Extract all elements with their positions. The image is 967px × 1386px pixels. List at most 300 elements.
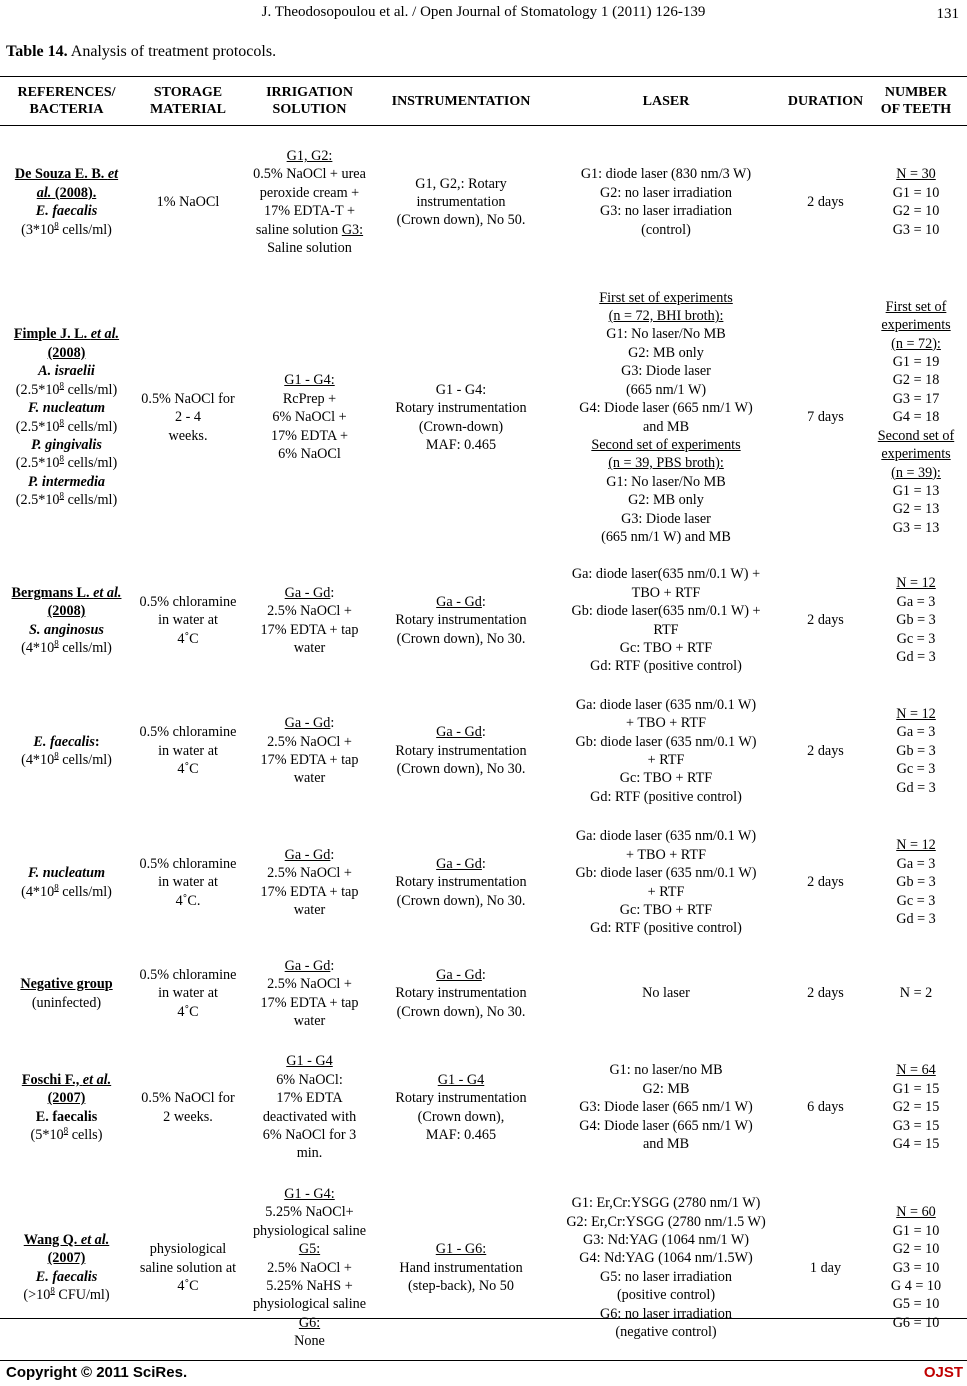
cell-line: [135, 723, 241, 741]
text-segment: Gd: RTF (positive control): [590, 788, 742, 805]
cell-line: [378, 984, 544, 1002]
cell-line: [548, 1080, 784, 1098]
text-segment: + RTF: [647, 752, 685, 768]
cell-irrigation-solution: [243, 818, 376, 948]
cell-line: [867, 353, 965, 371]
cell-line: [135, 630, 241, 648]
cell-line: [245, 202, 374, 220]
text-segment: (2008): [47, 603, 86, 620]
cell-line: [245, 1332, 374, 1350]
cell-references-bacteria: [0, 279, 133, 557]
text-segment: N = 2: [899, 985, 933, 1002]
cell-line: [867, 910, 965, 928]
text-segment: 2 days: [807, 612, 844, 629]
text-segment: G1: Er,Cr:YSGG (2780 nm/1 W): [571, 1195, 761, 1212]
text-segment: E. faecalis: [33, 733, 95, 750]
text-segment: Gc = 3: [896, 630, 936, 647]
cell-line: [867, 1135, 965, 1153]
text-segment: :: [481, 855, 486, 872]
text-segment: :: [481, 966, 486, 983]
cell-line: [867, 1314, 965, 1332]
text-segment: S. anginosus: [29, 621, 104, 638]
text-segment: + TBO + RTF: [626, 846, 706, 863]
cell-line: [245, 584, 374, 602]
cell-line: [245, 639, 374, 657]
cell-line: [788, 1259, 863, 1277]
cell-laser: [546, 948, 786, 1040]
cell-line: [378, 418, 544, 436]
text-segment: Gd: RTF (positive control): [590, 920, 742, 937]
text-segment: Gc: TBO + RTF: [619, 770, 713, 787]
text-segment: cells/ml): [58, 883, 112, 900]
cell-line: [245, 957, 374, 975]
text-segment: 0.5% NaOCl for: [141, 390, 235, 407]
cell-line: [867, 630, 965, 648]
cell-line: [378, 1126, 544, 1144]
text-segment: G4: Nd:YAG (1064 nm/1.5W): [579, 1250, 753, 1267]
cell-line: [245, 1052, 374, 1070]
cell-laser: [546, 818, 786, 948]
cell-line: [378, 873, 544, 891]
column-header-line: STORAGE: [153, 85, 223, 100]
cell-laser: [546, 557, 786, 685]
text-segment: Rotary instrumentation: [395, 1090, 527, 1107]
text-segment: deactivated with: [262, 1108, 357, 1125]
text-segment: Gc = 3: [896, 892, 936, 909]
text-segment: (2008): [47, 344, 86, 361]
cell-line: [548, 221, 784, 239]
cell-line: [245, 846, 374, 864]
cell-line: [378, 630, 544, 648]
cell-line: [867, 1080, 965, 1098]
text-segment: CFU/ml): [54, 1287, 110, 1304]
cell-line: [867, 221, 965, 239]
text-segment: + RTF: [647, 883, 685, 900]
text-segment: Ga - Gd: [284, 957, 331, 974]
cell-line: [2, 883, 131, 901]
cell-line: [867, 316, 965, 334]
text-segment: Gb = 3: [896, 612, 936, 629]
text-segment: 2.5% NaOCl +: [267, 603, 352, 620]
cell-line: [548, 1213, 784, 1231]
text-segment: 5.25% NaHS +: [266, 1277, 353, 1294]
text-segment: E. faecalis: [35, 1108, 98, 1125]
text-segment: P. intermedia: [28, 473, 105, 490]
cell-line: [2, 1126, 131, 1144]
cell-line: [378, 1277, 544, 1295]
column-header-line: REFERENCES/: [17, 85, 116, 100]
text-segment: G 4 = 10: [890, 1277, 942, 1294]
cell-line: [378, 723, 544, 741]
table-row: [0, 1040, 967, 1176]
text-segment: No laser: [642, 985, 690, 1002]
cell-storage-material: [133, 1176, 243, 1361]
cell-line: [378, 1003, 544, 1021]
text-segment: 0.5% chloramine: [139, 855, 237, 872]
text-segment: (negative control): [615, 1323, 717, 1340]
cell-line: [867, 1295, 965, 1313]
cell-line: [548, 1305, 784, 1323]
text-segment: Gb = 3: [896, 742, 936, 759]
text-segment: 17% EDTA-T +: [264, 203, 355, 220]
text-segment: G1 = 10: [892, 1222, 940, 1239]
text-segment: N = 12: [896, 575, 936, 592]
text-segment: MAF: 0.465: [425, 436, 497, 453]
cell-line: [135, 1277, 241, 1295]
text-segment: Second set of: [877, 427, 955, 444]
cell-line: [2, 436, 131, 454]
text-segment: N = 64: [896, 1062, 936, 1079]
text-segment: 17% EDTA: [276, 1090, 343, 1107]
running-title: J. Theodosopoulou et al. / Open Journal of Stomatology 1 (2011) 126-139: [261, 4, 706, 20]
cell-duration: [786, 1040, 865, 1176]
column-header-instrumentation: [376, 77, 546, 126]
text-segment: TBO + RTF: [631, 584, 701, 601]
text-segment: 6% NaOCl:: [276, 1071, 343, 1088]
cell-line: [548, 602, 784, 620]
cell-line: [378, 1071, 544, 1089]
text-segment: (Crown down), No 30.: [396, 761, 526, 778]
text-segment: 2 days: [807, 985, 844, 1002]
cell-line: [548, 733, 784, 751]
text-segment: Foschi F.,: [21, 1071, 83, 1088]
cell-line: [548, 1194, 784, 1212]
text-segment: G4: Diode laser (665 nm/1 W): [579, 400, 753, 417]
cell-line: [2, 639, 131, 657]
text-segment: F. nucleatum: [27, 400, 105, 417]
text-segment: 0.5% chloramine: [139, 724, 237, 741]
superscript-exponent: 8: [54, 219, 59, 230]
text-segment: et: [107, 166, 119, 183]
cell-irrigation-solution: [243, 948, 376, 1040]
cell-line: [548, 827, 784, 845]
text-segment: cells/ml): [64, 492, 118, 509]
column-header-line: OF TEETH: [880, 102, 952, 117]
cell-line: [135, 873, 241, 891]
text-segment: G3: no laser irradiation: [600, 203, 732, 220]
cell-line: [378, 1108, 544, 1126]
cell-line: [2, 733, 131, 751]
copyright-notice: Copyright © 2011 SciRes.: [6, 1364, 188, 1381]
text-segment: :: [94, 733, 100, 750]
cell-line: [2, 1089, 131, 1107]
cell-line: [2, 202, 131, 220]
text-segment: peroxide cream +: [259, 184, 360, 201]
cell-line: [245, 864, 374, 882]
cell-line: [548, 1135, 784, 1153]
cell-line: [548, 864, 784, 882]
cell-instrumentation: [376, 948, 546, 1040]
cell-line: [548, 528, 784, 546]
text-segment: cells/ml): [64, 381, 118, 398]
text-segment: 0.5% NaOCl for: [141, 1090, 235, 1107]
cell-line: [548, 639, 784, 657]
cell-line: [2, 584, 131, 602]
text-segment: weeks.: [168, 427, 208, 444]
text-segment: 2 days: [807, 194, 844, 211]
text-segment: in water at: [158, 742, 218, 759]
text-segment: Ga - Gd: [284, 846, 331, 863]
cell-line: [245, 221, 374, 239]
cell-line: [135, 855, 241, 873]
cell-line: [867, 408, 965, 426]
text-segment: G2 = 10: [892, 1241, 940, 1258]
text-segment: saline solution: [255, 221, 342, 238]
table-row: [0, 279, 967, 557]
cell-line: [378, 1259, 544, 1277]
text-segment: G3 = 15: [892, 1117, 940, 1134]
cell-line: [2, 994, 131, 1012]
cell-line: [548, 657, 784, 675]
cell-line: [135, 193, 241, 211]
cell-line: [867, 1277, 965, 1295]
cell-laser: [546, 1040, 786, 1176]
cell-duration: [786, 685, 865, 818]
text-segment: experiments: [881, 317, 951, 334]
cell-line: [135, 390, 241, 408]
text-segment: 4˚C: [177, 761, 199, 778]
superscript-exponent: 8: [54, 638, 59, 649]
cell-line: [867, 855, 965, 873]
cell-number-of-teeth: [865, 1040, 967, 1176]
text-segment: Gc = 3: [896, 761, 936, 778]
cell-line: [378, 593, 544, 611]
text-segment: :: [481, 593, 486, 610]
column-header-irrigation-solution: [243, 77, 376, 126]
text-segment: (2007): [47, 1250, 86, 1267]
text-segment: 2.5% NaOCl +: [267, 865, 352, 882]
cell-line: [548, 901, 784, 919]
cell-line: [788, 873, 863, 891]
cell-line: [867, 779, 965, 797]
cell-line: [867, 1098, 965, 1116]
cell-line: [867, 705, 965, 723]
text-segment: in water at: [158, 612, 218, 629]
text-segment: G3 = 17: [892, 390, 940, 407]
cell-number-of-teeth: [865, 279, 967, 557]
cell-line: [2, 399, 131, 417]
text-segment: (4*10: [21, 752, 55, 768]
cell-line: [867, 482, 965, 500]
text-segment: Ga: diode laser (635 nm/0.1 W): [575, 696, 757, 713]
table-header-row: [0, 77, 967, 126]
cell-line: [245, 1203, 374, 1221]
cell-line: [548, 510, 784, 528]
cell-line: [135, 1259, 241, 1277]
cell-line: [548, 788, 784, 806]
cell-references-bacteria: [0, 685, 133, 818]
column-header-line: MATERIAL: [150, 102, 226, 117]
cell-line: [378, 966, 544, 984]
cell-line: [135, 966, 241, 984]
text-segment: 17% EDTA + tap: [260, 994, 359, 1011]
text-segment: G2 = 18: [892, 372, 940, 389]
text-segment: Negative group: [20, 976, 113, 993]
cell-line: [548, 1286, 784, 1304]
text-segment: 6% NaOCl: [278, 446, 341, 463]
cell-line: [245, 1259, 374, 1277]
column-header-duration: [786, 77, 865, 126]
text-segment: G1 - G6:: [435, 1241, 487, 1258]
cell-line: [548, 165, 784, 183]
cell-line: [2, 621, 131, 639]
cell-storage-material: [133, 948, 243, 1040]
cell-line: [245, 1185, 374, 1203]
text-segment: G1 = 13: [892, 482, 940, 499]
text-segment: water: [293, 639, 326, 656]
text-segment: physiological saline: [252, 1222, 367, 1239]
text-segment: et al.: [82, 1071, 112, 1088]
text-segment: (n = 39):: [891, 464, 941, 481]
text-segment: 4˚C: [177, 630, 199, 647]
cell-line: [245, 184, 374, 202]
text-segment: 4˚C: [177, 1277, 199, 1294]
cell-line: [2, 1108, 131, 1126]
text-segment: A. israelii: [38, 363, 95, 380]
text-segment: 4˚C: [177, 1003, 199, 1020]
superscript-exponent: 8: [54, 750, 59, 761]
text-segment: 2.5% NaOCl +: [267, 733, 352, 750]
cell-line: [378, 892, 544, 910]
cell-line: [867, 371, 965, 389]
text-segment: Rotary instrumentation: [395, 985, 527, 1002]
cell-references-bacteria: [0, 126, 133, 279]
column-header-line: INSTRUMENTATION: [391, 93, 531, 109]
text-segment: G5 = 10: [892, 1296, 940, 1313]
cell-irrigation-solution: [243, 685, 376, 818]
cell-line: [245, 427, 374, 445]
cell-line: [867, 760, 965, 778]
text-segment: Gd: RTF (positive control): [590, 658, 742, 675]
cell-line: [245, 621, 374, 639]
text-segment: (Crown-down): [418, 418, 504, 435]
text-segment: N = 30: [896, 166, 936, 183]
cell-line: [378, 436, 544, 454]
text-segment: Second set of experiments: [591, 436, 741, 453]
text-segment: physiological: [149, 1241, 227, 1258]
superscript-exponent: 8: [59, 490, 65, 501]
text-segment: G5:: [298, 1241, 321, 1258]
text-segment: G3 = 13: [892, 519, 940, 536]
text-segment: cells/ml): [64, 418, 118, 435]
cell-line: [548, 1117, 784, 1135]
text-segment: water: [293, 1012, 326, 1029]
text-segment: G1 - G4:: [284, 1185, 335, 1202]
cell-line: [2, 1286, 131, 1304]
text-segment: RTF: [653, 621, 679, 638]
text-segment: (Crown down),: [417, 1108, 505, 1125]
cell-instrumentation: [376, 1176, 546, 1361]
cell-line: [548, 1061, 784, 1079]
text-segment: N = 12: [896, 705, 936, 722]
footer-divider: [0, 1318, 967, 1319]
cell-duration: [786, 948, 865, 1040]
cell-line: [867, 445, 965, 463]
text-segment: 1 day: [809, 1259, 842, 1276]
cell-line: [548, 289, 784, 307]
cell-references-bacteria: [0, 1040, 133, 1176]
text-segment: al.: [36, 184, 52, 201]
text-segment: (2.5*10: [15, 455, 60, 472]
superscript-exponent: 8: [59, 379, 65, 390]
cell-line: [548, 344, 784, 362]
cell-storage-material: [133, 1040, 243, 1176]
cell-line: [2, 751, 131, 769]
text-segment: G1, G2:: [286, 148, 333, 165]
table-row: [0, 557, 967, 685]
cell-line: [378, 193, 544, 211]
cell-line: [245, 1108, 374, 1126]
text-segment: Gb: diode laser (635 nm/0.1 W): [575, 865, 757, 882]
column-header-line: BACTERIA: [29, 102, 104, 117]
cell-instrumentation: [376, 685, 546, 818]
cell-line: [788, 611, 863, 629]
cell-line: [245, 883, 374, 901]
cell-line: [135, 408, 241, 426]
text-segment: (uninfected): [31, 994, 102, 1011]
cell-line: [245, 1314, 374, 1332]
cell-line: [135, 593, 241, 611]
text-segment: None: [294, 1333, 325, 1350]
cell-line: [245, 1144, 374, 1162]
cell-line: [867, 1203, 965, 1221]
table-caption: [6, 43, 276, 61]
cell-duration: [786, 818, 865, 948]
text-segment: N = 12: [896, 837, 936, 854]
cell-line: [788, 408, 863, 426]
cell-irrigation-solution: [243, 1040, 376, 1176]
text-segment: Fimple J. L.: [13, 326, 91, 343]
cell-instrumentation: [376, 557, 546, 685]
text-segment: (4*10: [21, 639, 55, 656]
text-segment: E. faecalis: [35, 1268, 98, 1285]
text-segment: G2 = 15: [892, 1099, 940, 1116]
cell-line: [245, 390, 374, 408]
cell-duration: [786, 126, 865, 279]
text-segment: Ga: diode laser (635 nm/0.1 W): [575, 828, 757, 845]
text-segment: F. nucleatum: [27, 865, 105, 882]
text-segment: Gb: diode laser(635 nm/0.1 W) +: [571, 603, 761, 620]
cell-references-bacteria: [0, 818, 133, 948]
text-segment: in water at: [158, 985, 218, 1002]
text-segment: G1 = 10: [892, 184, 940, 201]
text-segment: (control): [641, 221, 691, 238]
cell-line: [378, 855, 544, 873]
cell-line: [548, 883, 784, 901]
text-segment: 17% EDTA + tap: [260, 752, 359, 768]
cell-line: [548, 1231, 784, 1249]
text-segment: :: [330, 957, 335, 974]
text-segment: E. faecalis: [35, 203, 98, 220]
cell-instrumentation: [376, 818, 546, 948]
text-segment: Wang Q.: [23, 1231, 81, 1248]
text-segment: G1: no laser/no MB: [609, 1062, 723, 1079]
text-segment: Ga - Gd: [436, 593, 482, 610]
cell-line: [867, 984, 965, 1002]
table-row: [0, 948, 967, 1040]
cell-line: [867, 873, 965, 891]
text-segment: 6% NaOCl +: [272, 409, 347, 426]
cell-line: [245, 1222, 374, 1240]
cell-line: [245, 994, 374, 1012]
cell-line: [867, 298, 965, 316]
text-segment: cells/ml): [58, 221, 112, 238]
cell-line: [135, 1240, 241, 1258]
text-segment: 2.5% NaOCl +: [267, 976, 352, 993]
cell-line: [378, 381, 544, 399]
text-segment: (5*10: [30, 1126, 64, 1143]
cell-line: [135, 611, 241, 629]
